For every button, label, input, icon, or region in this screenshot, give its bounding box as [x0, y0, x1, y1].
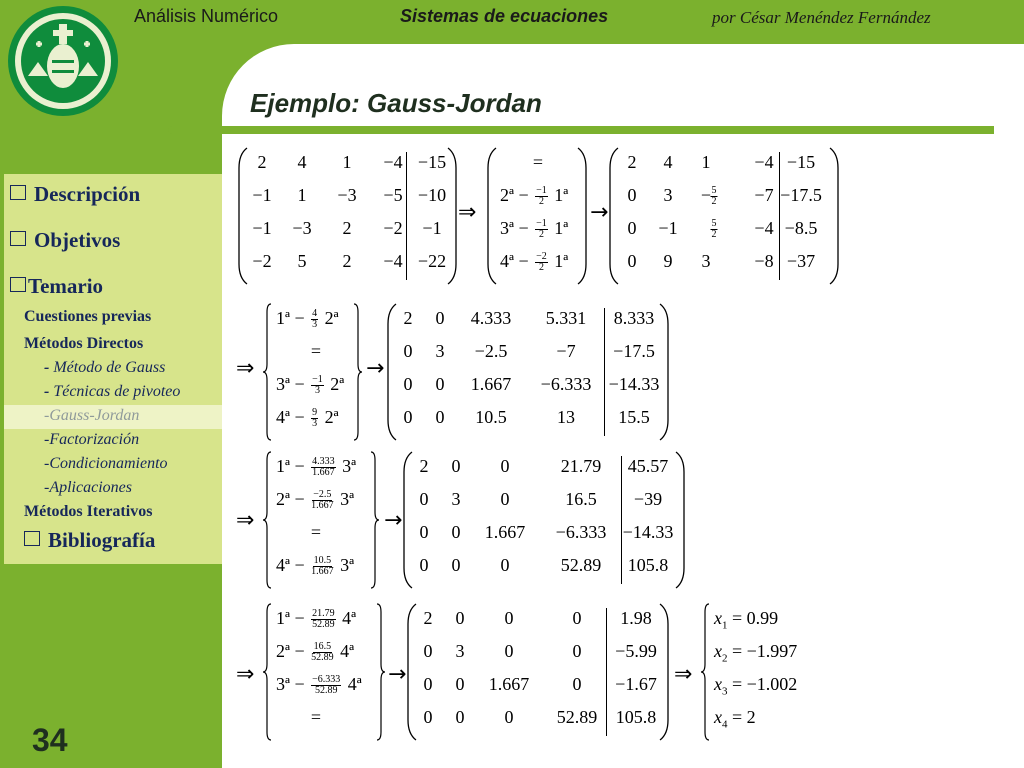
solution-subscript: 4: [722, 718, 728, 731]
step4-matrix-cell: 0: [423, 707, 433, 727]
step2-ops-right-brace: [352, 304, 362, 440]
step1-matrix-b-cell: 9: [663, 251, 673, 271]
nav-item-iterativos[interactable]: Métodos Iterativos: [24, 503, 153, 520]
solution-var: x: [714, 674, 722, 694]
numerator: −1: [536, 185, 547, 197]
nav-item-condicionamiento[interactable]: -Condicionamiento: [44, 455, 168, 472]
step2-ops-left-brace: [263, 304, 273, 440]
denominator: 2: [538, 229, 544, 241]
step1-matrix-a-cell: −1: [252, 185, 272, 205]
nav-item-directos[interactable]: Métodos Directos: [24, 335, 144, 352]
step3-matrix-cell: 52.89: [560, 555, 602, 575]
nav-label: Descripción: [34, 182, 141, 206]
step3-ops-row: 1ª − $\frac{4.333}{1.667}$ 3ª: [276, 456, 357, 479]
step1-matrix-a-cell: −10: [417, 185, 447, 205]
step4-matrix-cell: 0: [572, 641, 582, 661]
solution-left-brace: [701, 604, 711, 740]
step4-matrix-cell: 0: [423, 641, 433, 661]
step4-matrix-cell: −5.99: [615, 641, 657, 661]
step3-matrix-left-paren: [402, 452, 414, 588]
fraction: [535, 219, 548, 240]
step1-ops-row: 4ª − $\frac{-2}{2}$ 1ª: [500, 251, 569, 274]
step3-matrix-cell: 0: [500, 456, 510, 476]
solution-row: $x_4 = 2$: [714, 707, 756, 731]
denominator: 1.667: [312, 467, 335, 479]
step2-matrix-cell: 5.331: [545, 308, 587, 328]
numerator: 5: [711, 185, 717, 197]
step2-matrix-cell: 4.333: [470, 308, 512, 328]
fraction: [311, 408, 318, 429]
step2-matrix-cell: −17.5: [613, 341, 655, 361]
step1-matrix-a-cell: −22: [417, 251, 447, 271]
denominator: 2: [711, 229, 717, 241]
implies-icon: ⇒: [236, 662, 255, 687]
step1-matrix-a-cell: 2: [257, 152, 267, 172]
step3-matrix-cell: −6.333: [555, 522, 607, 542]
fraction: [711, 219, 718, 240]
numerator: 21.79: [312, 608, 335, 620]
step2-matrix-cell: 15.5: [618, 407, 650, 427]
step4-matrix-cell: −1.67: [615, 674, 657, 694]
numerator: 4: [312, 308, 318, 320]
step1-matrix-b-cell: −4: [754, 218, 774, 238]
step3-matrix-cell: 0: [451, 522, 461, 542]
nav-label: Bibliografía: [48, 528, 156, 552]
step1-ops-right-paren: [576, 148, 588, 284]
step1-matrix-a-cell: 4: [297, 152, 307, 172]
denominator: 52.89: [314, 685, 338, 697]
step1-matrix-b-cell: 1: [701, 152, 711, 172]
step4-matrix-augment-bar: [606, 608, 607, 736]
step1-matrix-a-cell: −5: [383, 185, 403, 205]
arrow-icon: →: [590, 200, 609, 225]
topic-name: Sistemas de ecuaciones: [400, 6, 609, 26]
fraction: [311, 490, 334, 511]
step1-matrix-b-cell: 0: [627, 218, 637, 238]
numerator: 5: [711, 218, 717, 230]
step1-matrix-b-cell: −17.5: [780, 185, 822, 205]
denominator: 1.667: [311, 566, 334, 578]
step2-matrix-right-paren: [658, 304, 670, 440]
step3-matrix-right-paren: [674, 452, 686, 588]
numerator: 4.333: [312, 456, 335, 468]
step3-ops-row: 4ª − $\frac{10.5}{1.667}$ 3ª: [276, 555, 355, 578]
step1-ops-left-paren: [486, 148, 498, 284]
step1-matrix-a-cell: 5: [297, 251, 307, 271]
step4-matrix-cell: 0: [423, 674, 433, 694]
step4-matrix-cell: 0: [572, 608, 582, 628]
numerator: −6.333: [312, 674, 341, 686]
step4-matrix-cell: 0: [455, 608, 465, 628]
step4-matrix-cell: 0: [504, 707, 514, 727]
step3-matrix-augment-bar: [621, 456, 622, 584]
nav-item-descripcion[interactable]: [10, 182, 140, 207]
step2-matrix-cell: 8.333: [613, 308, 655, 328]
numerator: −2: [536, 251, 547, 263]
step4-matrix-cell: 2: [423, 608, 433, 628]
nav-item-bibliografia[interactable]: [24, 528, 155, 553]
step2-ops-row: 1ª − $\frac{4}{3}$ 2ª: [276, 308, 339, 331]
step1-matrix-b-cell: 0: [627, 185, 637, 205]
step1-ops-row: 2ª − $\frac{-1}{2}$ 1ª: [500, 185, 569, 208]
step3-ops-equals: =: [310, 522, 322, 542]
solution-subscript: 1: [722, 619, 728, 632]
course-name: Análisis Numérico: [134, 6, 279, 26]
denominator: 52.89: [311, 652, 334, 664]
step2-matrix-cell: 0: [403, 341, 413, 361]
step1-matrix-b-cell: 4: [663, 152, 673, 172]
nav-item-cuestiones[interactable]: Cuestiones previas: [24, 308, 152, 325]
solution-var: x: [714, 641, 722, 661]
step2-matrix-cell: 0: [403, 407, 413, 427]
step3-matrix-cell: −14.33: [622, 522, 674, 542]
step2-ops-row: 4ª − $\frac{9}{3}$ 2ª: [276, 407, 339, 430]
step4-matrix-cell: 1.667: [488, 674, 530, 694]
denominator: 3: [312, 319, 318, 331]
fraction: [535, 186, 548, 207]
nav-item-pivoteo[interactable]: - Técnicas de pivoteo: [44, 383, 181, 400]
checkbox-icon: [10, 231, 26, 246]
step4-matrix-cell: 52.89: [556, 707, 598, 727]
step1-ops-equals: =: [532, 152, 544, 172]
step1-matrix-a-cell: −1: [422, 218, 442, 238]
step1-matrix-a-cell: −15: [417, 152, 447, 172]
step1-matrix-a-cell: 2: [342, 251, 352, 271]
step3-matrix-cell: 3: [451, 489, 461, 509]
step2-matrix-cell: −2.5: [474, 341, 508, 361]
solution-row: $x_2 = -1.997$: [714, 641, 798, 665]
step1-matrix-b-cell: −: [700, 185, 712, 205]
step1-matrix-b-cell: −7: [754, 185, 774, 205]
denominator: 2: [711, 196, 717, 208]
step3-matrix-cell: 0: [419, 522, 429, 542]
step4-matrix-cell: 3: [455, 641, 465, 661]
fraction: [311, 309, 318, 330]
step3-ops-row: 2ª − $\frac{-2.5}{1.667}$ 3ª: [276, 489, 355, 512]
numerator: 16.5: [313, 641, 332, 653]
step1-ops-row: 3ª − $\frac{-1}{2}$ 1ª: [500, 218, 569, 241]
step4-ops-row: 1ª − $\frac{21.79}{52.89}$ 4ª: [276, 608, 357, 631]
step1-matrix-b-cell: [709, 185, 720, 207]
step2-matrix-cell: −7: [556, 341, 576, 361]
step3-matrix-cell: 0: [419, 489, 429, 509]
step2-ops-row: 3ª − $\frac{-1}{3}$ 2ª: [276, 374, 345, 397]
step4-matrix-right-paren: [658, 604, 670, 740]
step1-matrix-b-cell: −37: [786, 251, 816, 271]
fraction: [311, 375, 324, 396]
checkbox-icon: [10, 185, 26, 200]
denominator: 1.667: [311, 500, 334, 512]
arrow-icon: →: [388, 662, 407, 687]
numerator: −1: [536, 218, 547, 230]
step4-matrix-cell: 105.8: [615, 707, 657, 727]
step4-ops-left-brace: [263, 604, 273, 740]
step1-matrix-b-cell: 0: [627, 251, 637, 271]
solution-subscript: 2: [722, 652, 728, 665]
nav-item-gauss[interactable]: - Método de Gauss: [44, 359, 166, 376]
step1-matrix-a-right-paren: [446, 148, 458, 284]
implies-icon: ⇒: [236, 356, 255, 381]
step2-ops-equals: =: [310, 341, 322, 361]
fraction: [311, 457, 336, 478]
university-logo-icon: [6, 4, 120, 118]
fraction: [311, 642, 334, 663]
fraction: [311, 556, 334, 577]
step2-matrix-cell: 0: [435, 308, 445, 328]
step3-matrix-cell: 16.5: [565, 489, 597, 509]
step1-matrix-b-cell: 3: [663, 185, 673, 205]
numerator: 10.5: [313, 555, 332, 567]
step2-matrix-cell: 0: [403, 374, 413, 394]
step3-matrix-cell: 45.57: [627, 456, 669, 476]
nav-label: Objetivos: [34, 228, 121, 252]
step2-matrix-cell: 13: [557, 407, 575, 427]
sidebar-nav: [4, 174, 222, 564]
nav-item-temario[interactable]: [10, 274, 103, 299]
nav-item-gauss-jordan[interactable]: -Gauss-Jordan: [44, 407, 140, 424]
nav-item-factorizacion[interactable]: -Factorización: [44, 431, 140, 448]
solution-row: $x_1 = 0.99$: [714, 608, 779, 632]
step1-matrix-b-cell: [709, 218, 720, 240]
implies-icon: ⇒: [236, 508, 255, 533]
step4-matrix-cell: 0: [572, 674, 582, 694]
step1-matrix-a-cell: −4: [383, 251, 403, 271]
step1-matrix-a-left-paren: [237, 148, 249, 284]
step4-ops-row: 2ª − $\frac{16.5}{52.89}$ 4ª: [276, 641, 355, 664]
solution-var: x: [714, 707, 722, 727]
step1-matrix-a-cell: 1: [342, 152, 352, 172]
step2-matrix-left-paren: [386, 304, 398, 440]
step1-matrix-b-cell: 2: [627, 152, 637, 172]
page-number: 34: [32, 722, 68, 758]
step4-matrix-cell: 0: [455, 707, 465, 727]
denominator: 2: [538, 262, 544, 274]
step1-matrix-a-cell: −2: [252, 251, 272, 271]
step3-matrix-cell: −39: [633, 489, 663, 509]
arrow-icon: →: [384, 508, 403, 533]
fraction: [311, 609, 336, 630]
fraction: [711, 186, 718, 207]
step1-matrix-b-cell: −1: [658, 218, 678, 238]
step4-ops-right-brace: [375, 604, 385, 740]
title-divider: [168, 126, 994, 134]
nav-item-aplicaciones[interactable]: -Aplicaciones: [44, 479, 132, 496]
step1-matrix-b-augment-bar: [779, 152, 780, 280]
step1-matrix-a-cell: −1: [252, 218, 272, 238]
step4-ops-row: 3ª − $\frac{-6.333}{52.89}$ 4ª: [276, 674, 362, 697]
step1-matrix-a-cell: −2: [383, 218, 403, 238]
step3-matrix-cell: 0: [419, 555, 429, 575]
arrow-icon: →: [366, 356, 385, 381]
step4-matrix-left-paren: [406, 604, 418, 740]
step2-matrix-augment-bar: [604, 308, 605, 436]
step3-matrix-cell: 2: [419, 456, 429, 476]
step2-matrix-cell: −6.333: [540, 374, 592, 394]
step1-matrix-b-cell: −4: [754, 152, 774, 172]
step3-matrix-cell: 1.667: [484, 522, 526, 542]
step2-matrix-cell: 2: [403, 308, 413, 328]
solution-row: $x_3 = -1.002$: [714, 674, 798, 698]
solution-var: x: [714, 608, 722, 628]
step1-matrix-b-left-paren: [608, 148, 620, 284]
solution-subscript: 3: [722, 685, 728, 698]
denominator: 3: [314, 385, 320, 397]
step1-matrix-a-augment-bar: [406, 152, 407, 280]
step4-matrix-cell: 0: [504, 608, 514, 628]
step2-matrix-cell: 0: [435, 407, 445, 427]
denominator: 2: [538, 196, 544, 208]
step4-matrix-cell: 0: [455, 674, 465, 694]
author-name: por César Menéndez Fernández: [712, 8, 931, 27]
checkbox-icon: [10, 277, 26, 292]
step4-matrix-cell: 1.98: [620, 608, 652, 628]
step3-matrix-cell: 0: [451, 555, 461, 575]
fraction: [535, 252, 548, 273]
step1-matrix-a-cell: −3: [337, 185, 357, 205]
step3-matrix-cell: 0: [500, 555, 510, 575]
denominator: 3: [312, 418, 318, 430]
fraction: [311, 675, 341, 696]
step2-matrix-cell: −14.33: [608, 374, 660, 394]
step2-matrix-cell: 1.667: [470, 374, 512, 394]
numerator: 9: [312, 407, 318, 419]
step3-matrix-cell: 21.79: [560, 456, 602, 476]
step3-matrix-cell: 105.8: [627, 555, 669, 575]
step3-ops-right-brace: [369, 452, 379, 588]
step1-matrix-b-cell: 3: [701, 251, 711, 271]
step2-matrix-cell: 3: [435, 341, 445, 361]
step1-matrix-b-cell: −15: [786, 152, 816, 172]
step3-matrix-cell: 0: [500, 489, 510, 509]
checkbox-icon: [24, 531, 40, 546]
numerator: −1: [312, 374, 323, 386]
step1-matrix-a-cell: 2: [342, 218, 352, 238]
step1-matrix-b-cell: −8.5: [784, 218, 818, 238]
step1-matrix-b-right-paren: [828, 148, 840, 284]
nav-item-objetivos[interactable]: [10, 228, 120, 253]
denominator: 52.89: [312, 619, 335, 631]
step4-ops-equals: =: [310, 707, 322, 727]
step1-matrix-a-cell: −3: [292, 218, 312, 238]
step3-ops-left-brace: [263, 452, 273, 588]
step2-matrix-cell: 10.5: [475, 407, 507, 427]
nav-label: Temario: [28, 274, 104, 298]
slide-title: Ejemplo: Gauss-Jordan: [250, 88, 542, 118]
implies-icon: ⇒: [674, 662, 693, 687]
step3-matrix-cell: 0: [451, 456, 461, 476]
step1-matrix-a-cell: 1: [297, 185, 307, 205]
step4-matrix-cell: 0: [504, 641, 514, 661]
implies-icon: ⇒: [458, 200, 477, 225]
step1-matrix-b-cell: −8: [754, 251, 774, 271]
numerator: −2.5: [313, 489, 332, 501]
step1-matrix-a-cell: −4: [383, 152, 403, 172]
step2-matrix-cell: 0: [435, 374, 445, 394]
